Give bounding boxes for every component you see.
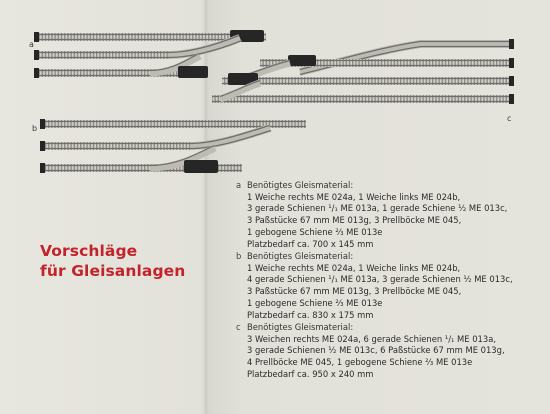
layout-label-b: b (32, 124, 38, 133)
material-list-c (236, 322, 505, 381)
list-key: a (236, 180, 242, 190)
buffer-stop (40, 141, 45, 151)
list-line: 1 Weiche rechts ME 024a, 1 Weiche links ME 024b, (247, 262, 461, 273)
layout-label-a: a (29, 40, 34, 49)
list-line: 4 gerade Schienen ¹/₁ ME 013a, 3 gerade Schienen ½ ME 013c, (247, 274, 513, 285)
title-line-1: Vorschläge (40, 242, 138, 260)
buffer-stop (40, 119, 45, 129)
list-heading: Benötigtes Gleismaterial: (247, 251, 354, 261)
list-line: 3 gerade Schienen ½ ME 013c, 6 Paßstücke 67 mm ME 013g, (247, 345, 505, 356)
track-c1 (300, 42, 510, 75)
space-requirement: Platzbedarf ca. 830 x 175 mm (247, 309, 374, 320)
list-line: 3 Weichen rechts ME 024a, 6 gerade Schienen ¹/₁ ME 013a, (247, 333, 497, 344)
list-line: 3 Paßstücke 67 mm ME 013g, 3 Prellböcke ME 045, (247, 215, 462, 226)
track-plan-a (34, 30, 266, 78)
material-list-b (236, 251, 513, 321)
list-line: 1 Weiche rechts ME 024a, 1 Weiche links ME 024b, (247, 191, 461, 202)
list-key: c (236, 322, 241, 332)
buffer-stop (509, 58, 514, 68)
track-b2 (44, 126, 271, 151)
list-line: 3 Paßstücke 67 mm ME 013g, 3 Prellböcke ME 045, (247, 286, 462, 297)
list-line: 3 gerade Schienen ¹/₁ ME 013a, 1 gerade Schiene ½ ME 013c, (247, 203, 508, 214)
page-title (40, 241, 185, 281)
turnout-motor (288, 55, 316, 66)
layout-label-c: c (507, 114, 512, 123)
track-plan-b (40, 119, 306, 173)
space-requirement: Platzbedarf ca. 700 x 145 mm (247, 238, 374, 249)
list-line: 1 gebogene Schiene ⅔ ME 013e (247, 226, 383, 237)
list-line: 4 Prellböcke ME 045, 1 gebogene Schiene ⅔ ME 013e (247, 357, 473, 368)
material-list-a (236, 180, 507, 250)
buffer-stop (34, 68, 39, 78)
list-line: 1 gebogene Schiene ⅔ ME 013e (247, 297, 383, 308)
space-requirement: Platzbedarf ca. 950 x 240 mm (247, 368, 374, 379)
buffer-stop (34, 32, 39, 42)
title-line-2: für Gleisanlagen (40, 262, 186, 280)
track-plan-c (212, 39, 514, 104)
buffer-stop (40, 163, 45, 173)
list-key: b (236, 251, 242, 261)
buffer-stop (509, 39, 514, 49)
turnout-motor (178, 66, 208, 78)
buffer-stop (509, 76, 514, 86)
buffer-stop (509, 94, 514, 104)
turnout-motor (184, 160, 218, 173)
list-heading: Benötigtes Gleismaterial: (247, 322, 354, 332)
list-heading: Benötigtes Gleismaterial: (247, 180, 354, 190)
buffer-stop (34, 50, 39, 60)
